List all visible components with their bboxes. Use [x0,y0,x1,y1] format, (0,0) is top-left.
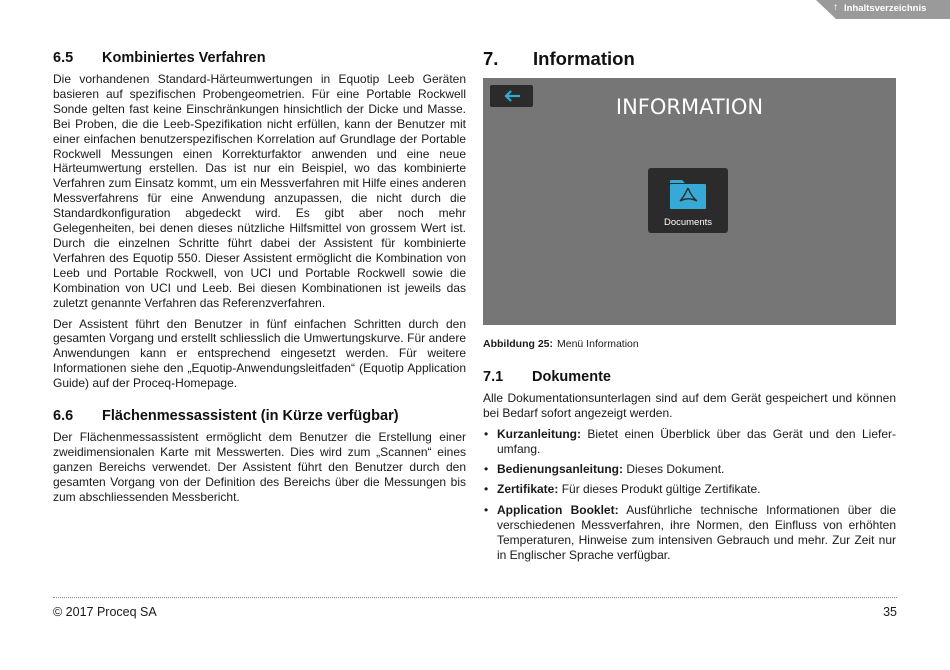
bullet-icon: • [484,426,489,441]
documents-label: Documents [663,217,713,228]
section-heading-6-6 [53,408,466,424]
right-column [483,48,896,568]
list-text: Ausführliche technische Informationen über die verschiedenen Messverfahren, ihre Normen, den Einfluss von erhöhten Temperaturen, Hinweise zum intensiven Gebrauch und mehr. Zur Zeit nur in Englischer Sprache verfügbar. [497,502,897,563]
paragraph: Der Assistent führt den Benutzer in fünf einfachen Schritten durch den gesamten Vorgang und erstellt schliesslich die Umwertungskurve. Für andere Anwendungen kann er entsprechend eingesetzt werden. Für weitere Informationen siehe den „Equotip-Anwendungsleitfaden“ (Equotip Application Guide) auf der Proceq-Homepage. [53,316,466,391]
page-number: 35 [883,605,897,619]
bullet-icon: • [484,502,489,517]
folder-pdf-icon [669,179,707,211]
copyright: © 2017 Proceq SA [53,605,157,619]
section-heading-7-1 [483,369,896,385]
screen-title: INFORMATION [615,95,764,119]
list-item [483,462,896,477]
list-item [483,503,896,564]
list-term: Bedienungsanleitung: [497,462,623,477]
caption-label: Abbildung 25: [483,338,553,350]
figure-caption [483,338,896,350]
caption-text: Menü Information [557,338,639,350]
chapter-number: 7. [483,48,499,69]
arrow-up-icon: ↑ [833,2,838,13]
section-number: 7.1 [483,369,504,385]
documents-list [483,427,896,564]
toc-label: Inhaltsverzeichnis [844,3,927,14]
list-item [483,482,896,497]
footer-divider [53,597,897,598]
section-title: Kombiniertes Verfahren [102,50,266,66]
toc-link[interactable] [816,0,950,19]
paragraph: Der Flächenmessassistent ermöglicht dem Benutzer die Erstellung einer zweidimensionalen Karte mit Messwerten. Dies wird zum „Scannen“ eines ganzen Bereichs verwendet. Der Assistent führt den Benutzer durch den gesamten Vorgang von der Definition des Bereichs über die Messungen bis zum abschliessenden Messbericht. [53,430,466,504]
bullet-icon: • [484,482,489,497]
chapter-title: Information [533,48,635,69]
list-term: Zertifikate: [497,482,559,497]
device-screenshot [483,78,896,325]
left-column [53,50,466,511]
list-item [483,427,896,457]
section-number: 6.6 [53,408,74,425]
paragraph: Alle Dokumentationsunterlagen sind auf dem Gerät gespeichert und können bei Bedarf sofort angezeigt werden. [483,391,896,420]
section-title: Flächenmessassistent (in Kürze verfügbar) [102,408,399,425]
documents-tile[interactable] [648,168,728,233]
list-term: Kurzanleitung: [497,426,581,441]
bullet-icon: • [484,462,489,477]
paragraph: Die vorhandenen Standard-Härteumwertungen in Equotip Leeb Geräten basieren auf spezifischen Probengeometrien. Für eine Portable Rockwell Sonde gelten fast keine Einschränkungen hinsichtlich der Dicke und Masse. Bei Proben, die die Leeb-Spezifikation nicht erfüllen, kann der Benutzer mit einer einfachen benutzerspezifischen Korrelation auf Grundlage der Portable Rockwell Messungen einen Korrekturfaktor anwenden und eine neue Härteumwertung erstellen. Das ist nur ein Beispiel, wo das kombinierte Verfahren zum Einsatz kommt, um ein Messverfahren mit Hilfe eines anderen Messverfahrens für eine Anwendung anzupassen, die nicht durch die Standardkonfiguration abgedeckt wird. Es gibt aber noch mehr Gelegenheiten, bei denen dieses nützliche Hilfsmittel von grossem Wert ist. Durch die einzelnen Schritte führt dabei der Assistent für kombinierte Verfahren des Equotip 550. Dieser Assistent ermöglicht die Kombination von Leeb und Portable Rockwell, von UCI und Portable Rockwell sowie die Kombination von UCI und Leeb. Bei diesen Kombinationen ist jeweils das zuletzt genannte Verfahren das Referenzverfahren. [53,72,466,310]
section-number: 6.5 [53,50,74,66]
chapter-heading-7 [483,48,896,70]
list-text: Dieses Dokument. [626,462,725,477]
section-title: Dokumente [532,369,611,385]
section-heading-6-5 [53,50,466,66]
list-term: Application Booklet: [497,502,619,517]
list-text: Für dieses Produkt gültige Zertifikate. [561,482,761,497]
list-text: Bietet einen Überblick über das Gerät und den Lieferumfang. [497,426,896,457]
